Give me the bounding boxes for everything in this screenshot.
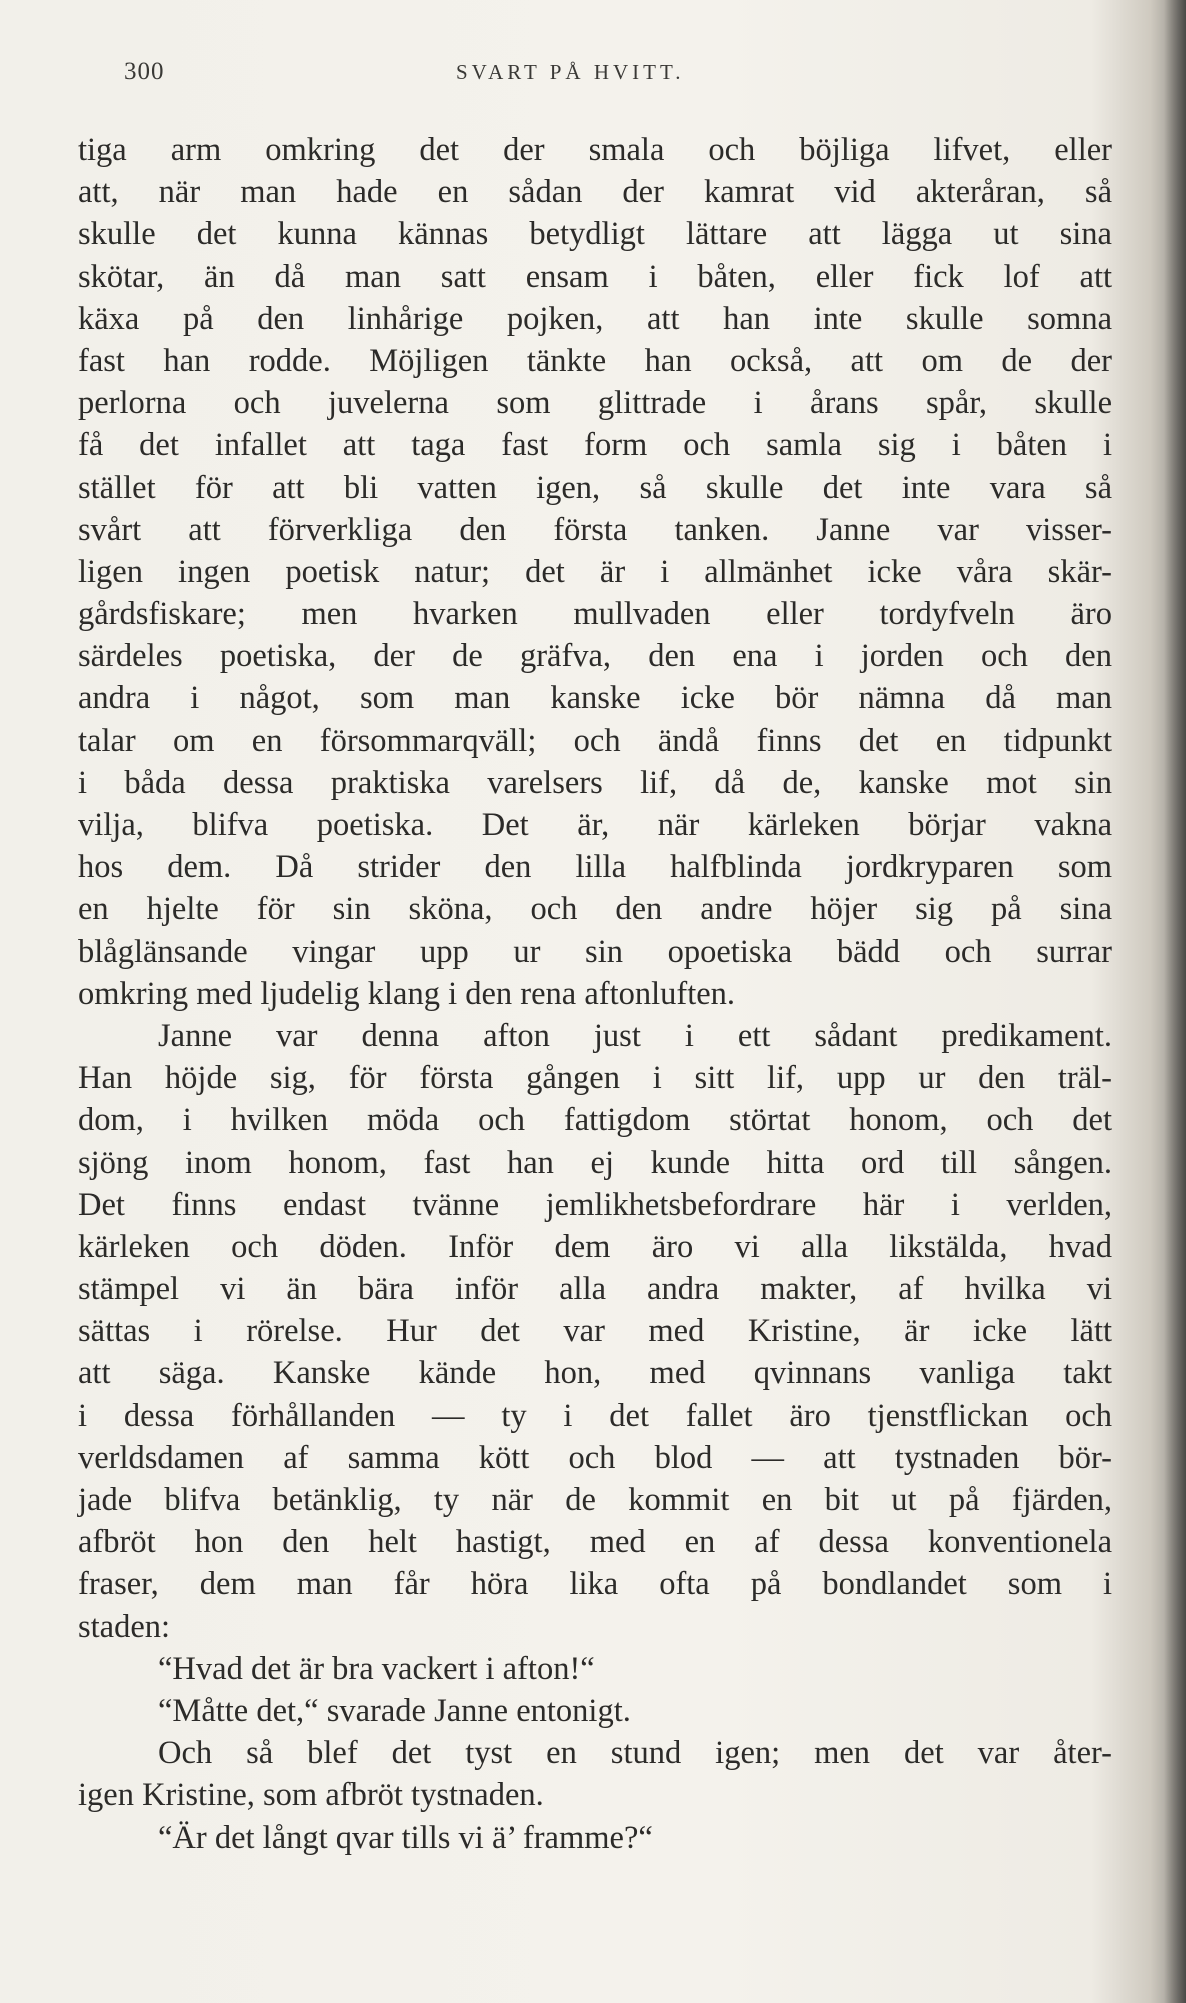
- text-line: hos dem. Då strider den lilla halfblinda jordkryparen som: [78, 849, 1112, 886]
- text-line: staden:: [78, 1608, 171, 1645]
- dialogue-line: “Måtte det,“ svarade Janne entonigt.: [158, 1692, 631, 1729]
- text-line: fast han rodde. Möjligen tänkte han också, att om de der: [78, 342, 1112, 379]
- text-line: tiga arm omkring det der smala och böjliga lifvet, eller: [78, 132, 1112, 168]
- text-line: i båda dessa praktiska varelsers lif, då de, kanske mot sin: [78, 764, 1112, 801]
- running-title: SVART PÅ HVITT.: [456, 60, 685, 84]
- text-line: Det finns endast tvänne jemlikhetsbefordrare här i verlden,: [78, 1186, 1112, 1223]
- text-line: stället för att bli vatten igen, så skulle det inte vara så: [78, 469, 1112, 506]
- text-line: att, när man hade en sådan der kamrat vid akteråran, så: [78, 174, 1112, 211]
- text-line: skulle det kunna kännas betydligt lättare att lägga ut sina: [78, 216, 1112, 253]
- text-line: gårdsfiskare; men hvarken mullvaden eller tordyfveln äro: [78, 596, 1112, 633]
- text-line: Han höjde sig, för första gången i sitt lif, upp ur den träl-: [78, 1060, 1112, 1097]
- dialogue-line: “Är det långt qvar tills vi ä’ framme?“: [158, 1819, 653, 1856]
- text-line: en hjelte för sin sköna, och den andre höjer sig på sina: [78, 891, 1112, 928]
- text-line: stämpel vi än bära inför alla andra makter, af hvilka vi: [78, 1271, 1112, 1308]
- paragraph-start-line: Och så blef det tyst en stund igen; men det var åter-: [158, 1735, 1112, 1772]
- text-line: omkring med ljudelig klang i den rena aftonluften.: [78, 975, 736, 1012]
- text-line: verldsdamen af samma kött och blod — att tystnaden bör-: [78, 1439, 1112, 1476]
- text-line: afbröt hon den helt hastigt, med en af dessa konventionela: [78, 1524, 1112, 1561]
- text-line: talar om en försommarqväll; och ändå finns det en tidpunkt: [78, 722, 1112, 759]
- text-line: svårt att förverkliga den första tanken. Janne var visser-: [78, 511, 1112, 548]
- text-line: käxa på den linhårige pojken, att han inte skulle somna: [78, 300, 1112, 337]
- text-line: sjöng inom honom, fast han ej kunde hitta ord till sången.: [78, 1144, 1112, 1181]
- body-text: [78, 129, 1112, 1859]
- page-number: 300: [124, 58, 165, 85]
- text-line: skötar, än då man satt ensam i båten, eller fick lof att: [78, 258, 1112, 295]
- text-line: ligen ingen poetisk natur; det är i allmänhet icke våra skär-: [78, 553, 1112, 590]
- text-line: särdeles poetiska, der de gräfva, den ena i jorden och den: [78, 638, 1112, 675]
- text-line: sättas i rörelse. Hur det var med Kristine, är icke lätt: [78, 1313, 1112, 1350]
- text-line: i dessa förhållanden — ty i det fallet äro tjenstflickan och: [78, 1397, 1112, 1434]
- page-header: [104, 58, 1114, 98]
- paragraph-start-line: Janne var denna afton just i ett sådant predikament.: [158, 1017, 1112, 1054]
- text-line: jade blifva betänklig, ty när de kommit en bit ut på fjärden,: [78, 1482, 1112, 1518]
- text-line: andra i något, som man kanske icke bör nämna då man: [78, 680, 1112, 717]
- text-line: få det infallet att taga fast form och samla sig i båten i: [78, 427, 1112, 464]
- text-line: att säga. Kanske kände hon, med qvinnans vanliga takt: [78, 1355, 1112, 1392]
- text-line: vilja, blifva poetiska. Det är, när kärleken börjar vakna: [78, 807, 1112, 843]
- page-edge-shadow: [1164, 0, 1186, 2003]
- text-line: dom, i hvilken möda och fattigdom störtat honom, och det: [78, 1102, 1112, 1139]
- text-line: kärleken och döden. Inför dem äro vi alla likstälda, hvad: [78, 1228, 1112, 1265]
- text-line: igen Kristine, som afbröt tystnaden.: [78, 1777, 544, 1814]
- dialogue-line: “Hvad det är bra vackert i afton!“: [158, 1650, 595, 1687]
- text-line: fraser, dem man får höra lika ofta på bondlandet som i: [78, 1566, 1112, 1603]
- text-line: perlorna och juvelerna som glittrade i årans spår, skulle: [78, 385, 1112, 422]
- text-line: blåglänsande vingar upp ur sin opoetiska bädd och surrar: [78, 933, 1112, 970]
